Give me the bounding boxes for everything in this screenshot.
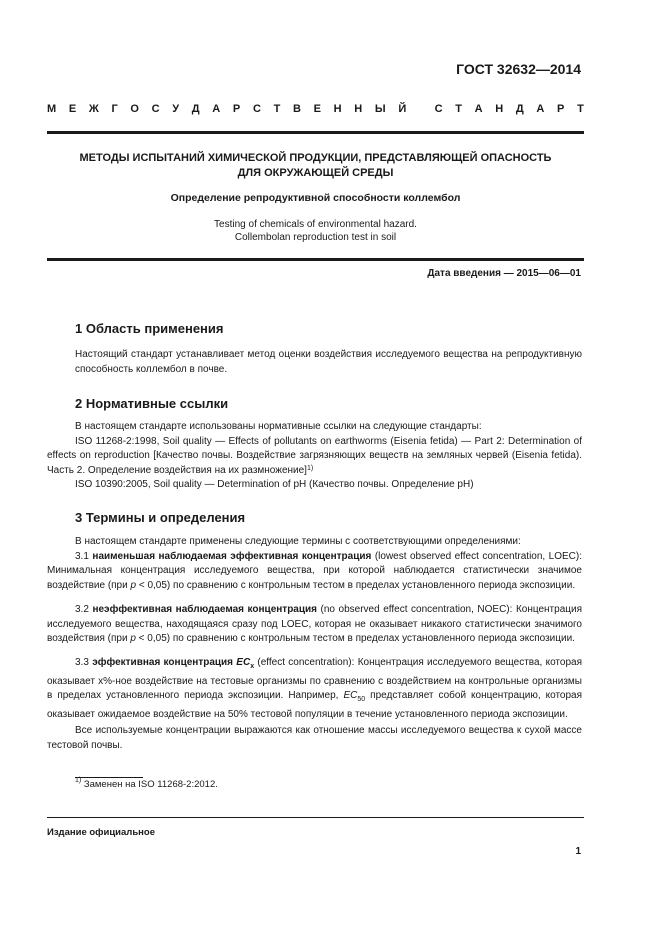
section3-heading: 3 Термины и определения [75,510,246,525]
term-3-2-p: p [130,633,136,644]
main-title-line1: МЕТОДЫ ИСПЫТАНИЙ ХИМИЧЕСКОЙ ПРОДУКЦИИ, ПРЕДСТАВЛЯЮЩЕЙ ОПАСНОСТЬ [79,152,552,164]
term-3-1-text: (lowest observed effect concentration, LOEC): Минимальная концентрация исследуемого вещества, при которой наблюдается статистически значимое воздействие (при [47,550,583,591]
english-title [47,218,584,244]
introduction-date: Дата введения — 2015—06—01 [427,268,581,279]
banner-letter: Т [577,103,584,115]
page-number: 1 [575,846,581,857]
reference-iso-10390: ISO 10390:2005, Soil quality — Determination of pH (Качество почвы. Определение pH) [75,479,474,490]
term-3-2 [47,603,582,647]
section2-intro: В настоящем стандарте использованы нормативные ссылки на следующие стандарты: [75,421,482,432]
term-3-1 [47,550,582,594]
banner-letter: Т [455,103,462,115]
term-3-2-number: 3.2 [75,604,89,615]
main-title [47,151,584,181]
term-3-1-name: наименьшая наблюдаемая эффективная концентрация [92,550,372,562]
section3-closing: Все используемые концентрации выражаются как отношение массы исследуемого вещества к сухой массе тестовой почвы. [47,725,582,751]
banner-letter: Д [191,103,200,115]
banner-letter: Н [495,103,504,115]
edition-label: Издание официальное [47,827,155,838]
banner-letter: Ы [374,103,386,115]
term-3-3-number: 3.3 [75,657,89,668]
term-3-1-text2: < 0,05) по сравнению с контрольным тестом в пределах установленного периода экспозиции. [136,579,576,591]
term-3-2-name: неэффективная наблюдаемая концентрация [92,604,317,615]
footnote [75,779,218,790]
term-3-3 [47,656,582,722]
subtitle: Определение репродуктивной способности коллембол [170,192,461,204]
term-3-1-number: 3.1 [75,550,89,562]
banner-letter [419,103,422,115]
reference-iso-11268-text: ISO 11268-2:1998, Soil quality — Effects of pollutants on earthworms (Eisenia fetida) — Part 2: Determination of effects on reproduction [Качество почвы. Воздействие загрязняющих веществ на земляных червей (Eisenia fetida). Часть 2. Определение воздействия на их размножение] [47,435,582,476]
term-3-3-example-symbol: EC [343,690,358,701]
banner-letter: Н [333,103,342,115]
banner-letter: С [434,103,443,115]
english-title-line2: Collembolan reproduction test in soil [234,232,397,243]
banner-letter: Т [273,103,281,115]
section1-text: Настоящий стандарт устанавливает метод оценки воздействия исследуемого вещества на репродуктивную способность коллембол в почве. [75,349,582,375]
footnote-mark: 1) [306,464,314,472]
banner-letter: А [212,103,221,115]
term-3-3-example-subscript: 50 [357,696,366,703]
banner-letter: В [292,103,301,115]
term-3-3-name [92,657,254,668]
footnote-text: Заменен на ISO 11268-2:2012. [81,779,218,790]
english-title-line1: Testing of chemicals of environmental hazard. [214,219,417,230]
banner-letter: Е [313,103,321,115]
banner-letter: Й [398,103,407,115]
term-3-3-name-text: эффективная концентрация [92,657,237,668]
banner-letter: Р [232,103,241,115]
banner-letter: Ж [88,103,99,115]
banner-letter: А [536,103,545,115]
main-title-line2: ДЛЯ ОКРУЖАЮЩЕЙ СРЕДЫ [237,167,394,179]
term-3-3-text: (effect concentration): Концентрация исследуемого вещества, которая оказывает x%-ное воздействие на тестовые организмы по сравнению с воздействием на контрольные организмы в пределах установленного периода экспозиции. Например, [47,657,582,701]
section2-heading: 2 Нормативные ссылки [75,396,229,411]
footnote-number: 1) [75,777,82,784]
banner-letter: О [130,103,139,115]
banner-letter: А [474,103,483,115]
top-rule [47,131,584,134]
banner-letter: У [172,103,180,115]
term-3-3-subscript: x [250,663,255,670]
banner-letter: Е [68,103,77,115]
section3-intro: В настоящем стандарте применены следующие термины с соответствующими определениями: [75,536,521,547]
term-3-2-text: (no observed effect concentration, NOEC): Концентрация исследуемого вещества, находящаяся сразу под LOEC, которая не оказывает никакого статистически значимого воздействия (при [47,604,582,644]
standard-banner [47,103,584,115]
term-3-1-p: p [130,579,137,591]
banner-letter: Н [354,103,363,115]
banner-letter: Д [515,103,524,115]
section1-heading: 1 Область применения [75,321,224,336]
banner-letter: С [252,103,261,115]
reference-iso-11268 [47,435,582,479]
standard-number: ГОСТ 32632—2014 [456,61,581,77]
title-rule [47,258,584,261]
banner-letter: М [47,103,57,115]
term-3-3-symbol: EC [236,657,251,668]
banner-letter: Г [111,103,118,115]
footnote-rule [75,777,143,778]
term-3-2-text2: < 0,05) по сравнению с контрольным тестом в пределах установленного периода экспозиции. [135,633,575,644]
footer-rule [47,817,584,818]
term-3-3-text2: представляет собой концентрацию, которая оказывает ожидаемое воздействие на 50% тестовой популяции в течение установленного периода экспозиции. [47,690,583,720]
banner-letter: Р [557,103,565,115]
banner-letter: С [151,103,160,115]
